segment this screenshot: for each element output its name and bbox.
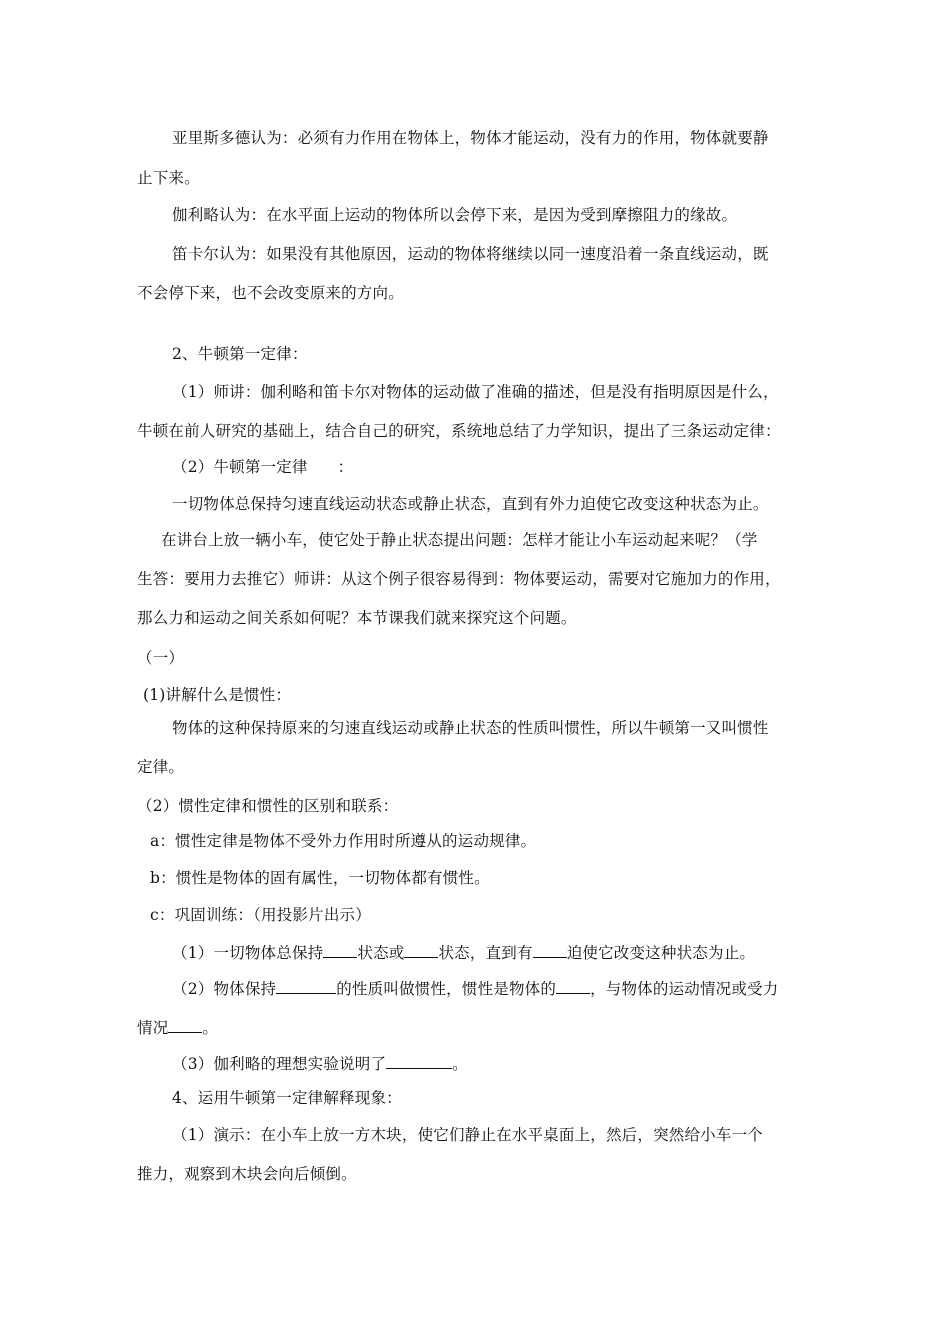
paragraph-teacher-line2: 牛顿在前人研究的基础上，结合自己的研究，系统地总结了力学知识，提出了三条运动定律：	[137, 422, 781, 440]
list-item-b: b：惯性是物体的固有属性，一切物体都有惯性。	[150, 869, 490, 887]
paragraph-cart-line3: 那么力和运动之间关系如何呢？本节课我们就来探究这个问题。	[137, 609, 577, 627]
paragraph-demo-line1: （1）演示：在小车上放一方木块，使它们静止在水平桌面上，然后，突然给小车一个	[172, 1126, 763, 1144]
paragraph-galileo: 伽利略认为：在水平面上运动的物体所以会停下来，是因为受到摩擦阻力的缘故。	[172, 206, 738, 224]
exercise-2-line2-text-part1: 情况	[137, 1019, 169, 1037]
exercise-2-line2	[137, 1016, 218, 1038]
paragraph-teacher-line1: （1）师讲：伽利略和笛卡尔对物体的运动做了准确的描述，但是没有指明原因是什么，	[172, 383, 779, 401]
list-item-c: c：巩固训练：（用投影片出示）	[150, 906, 371, 924]
paragraph-aristotle-line1: 亚里斯多德认为：必须有力作用在物体上，物体才能运动，没有力的作用，物体就要静	[172, 129, 769, 147]
exercise-2-line1	[172, 977, 778, 999]
section-heading-apply-law: 4、运用牛顿第一定律解释现象：	[172, 1089, 402, 1107]
fill-blank	[323, 941, 357, 958]
fill-blank	[276, 977, 336, 994]
fill-blank	[386, 1052, 452, 1069]
paragraph-newton-law-statement: 一切物体总保持匀速直线运动状态或静止状态，直到有外力迫使它改变这种状态为止。	[172, 495, 769, 513]
fill-blank	[533, 941, 567, 958]
exercise-2-text-part1: （2）物体保持	[172, 980, 277, 998]
exercise-1-text-part1: （1）一切物体总保持	[172, 944, 324, 962]
fill-blank	[404, 941, 438, 958]
exercise-3	[172, 1052, 468, 1074]
paragraph-descartes-line2: 不会停下来，也不会改变原来的方向。	[137, 284, 404, 302]
paragraph-aristotle-line2: 止下来。	[137, 169, 200, 187]
exercise-3-text-part1: （3）伽利略的理想实验说明了	[172, 1055, 387, 1073]
newton-law-label-colon: ：	[337, 458, 354, 476]
fill-blank	[168, 1016, 202, 1033]
exercise-2-text-part3: ，与物体的运动情况或受力	[590, 980, 779, 998]
exercise-1	[172, 941, 755, 963]
exercise-2-text-part2: 的性质叫做惯性，惯性是物体的	[336, 980, 557, 998]
list-item-a: a：惯性定律是物体不受外力作用时所遵从的运动规律。	[150, 832, 537, 850]
paragraph-descartes-line1: 笛卡尔认为：如果没有其他原因，运动的物体将继续以同一速度沿着一条直线运动，既	[172, 245, 769, 263]
exercise-1-text-part4: 迫使它改变这种状态为止。	[566, 944, 756, 962]
section-heading-newton-first-law: 2、牛顿第一定律：	[172, 345, 308, 363]
exercise-3-text-part2: 。	[452, 1055, 468, 1073]
part-one-label: （一）	[137, 649, 185, 667]
paragraph-cart-line2: 生答：要用力去推它）师讲：从这个例子很容易得到：物体要运动，需要对它施加力的作用，	[137, 570, 781, 588]
fill-blank	[556, 977, 590, 994]
paragraph-inertia-def-line2: 定律。	[137, 758, 185, 776]
paragraph-cart-line1: 在讲台上放一辆小车，使它处于静止状态提出问题：怎样才能让小车运动起来呢？（学	[161, 531, 758, 549]
paragraph-inertia-def-line1: 物体的这种保持原来的匀速直线运动或静止状态的性质叫惯性，所以牛顿第一又叫惯性	[172, 719, 769, 737]
paragraph-demo-line2: 推力，观察到木块会向后倾倒。	[137, 1165, 357, 1183]
newton-law-label	[172, 457, 353, 477]
exercise-1-text-part3: 状态，直到有	[438, 944, 533, 962]
inertia-heading: (1)讲解什么是惯性：	[143, 686, 292, 704]
newton-law-label-text: （2）牛顿第一定律	[172, 458, 308, 476]
exercise-1-text-part2: 状态或	[357, 944, 405, 962]
difference-heading: （2）惯性定律和惯性的区别和联系：	[137, 797, 399, 815]
exercise-2-line2-text-part2: 。	[202, 1019, 219, 1037]
